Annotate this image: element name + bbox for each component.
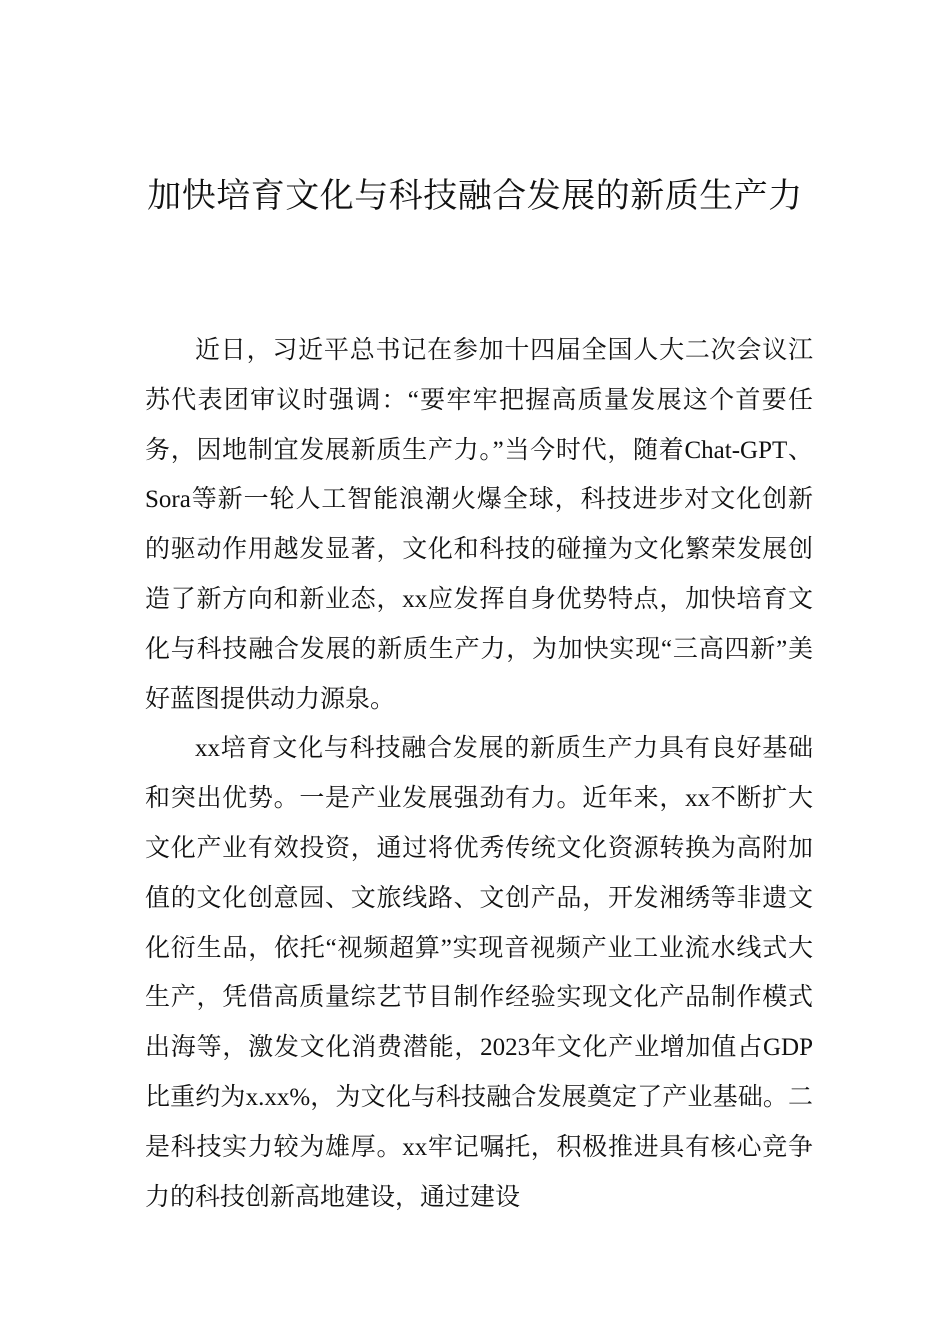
paragraph-1: 近日，习近平总书记在参加十四届全国人大二次会议江苏代表团审议时强调：“要牢牢把握高质量发展这个首要任务，因地制宜发展新质生产力。”当今时代，随着Chat-GPT、Sora等新一轮人工智能浪潮火爆全球，科技进步对文化创新的驱动作用越发显著，文化和科技的碰撞为文化繁荣发展创造了新方向和新业态，xx应发挥自身优势特点，加快培育文化与科技融合发展的新质生产力，为加快实现“三高四新”美好蓝图提供动力源泉。 bbox=[145, 337, 813, 713]
document-body bbox=[145, 326, 813, 1222]
paragraph-2: xx培育文化与科技融合发展的新质生产力具有良好基础和突出优势。一是产业发展强劲有力。近年来，xx不断扩大文化产业有效投资，通过将优秀传统文化资源转换为高附加值的文化创意园、文旅线路、文创产品，开发湘绣等非遗文化衍生品，依托“视频超算”实现音视频产业工业流水线式大生产，凭借高质量综艺节目制作经验实现文化产品制作模式出海等，激发文化消费潜能，2023年文化产业增加值占GDP比重约为x.xx%，为文化与科技融合发展奠定了产业基础。二是科技实力较为雄厚。xx牢记嘱托，积极推进具有核心竞争力的科技创新高地建设，通过建设 bbox=[145, 735, 813, 1211]
document-title: 加快培育文化与科技融合发展的新质生产力 bbox=[147, 176, 803, 216]
